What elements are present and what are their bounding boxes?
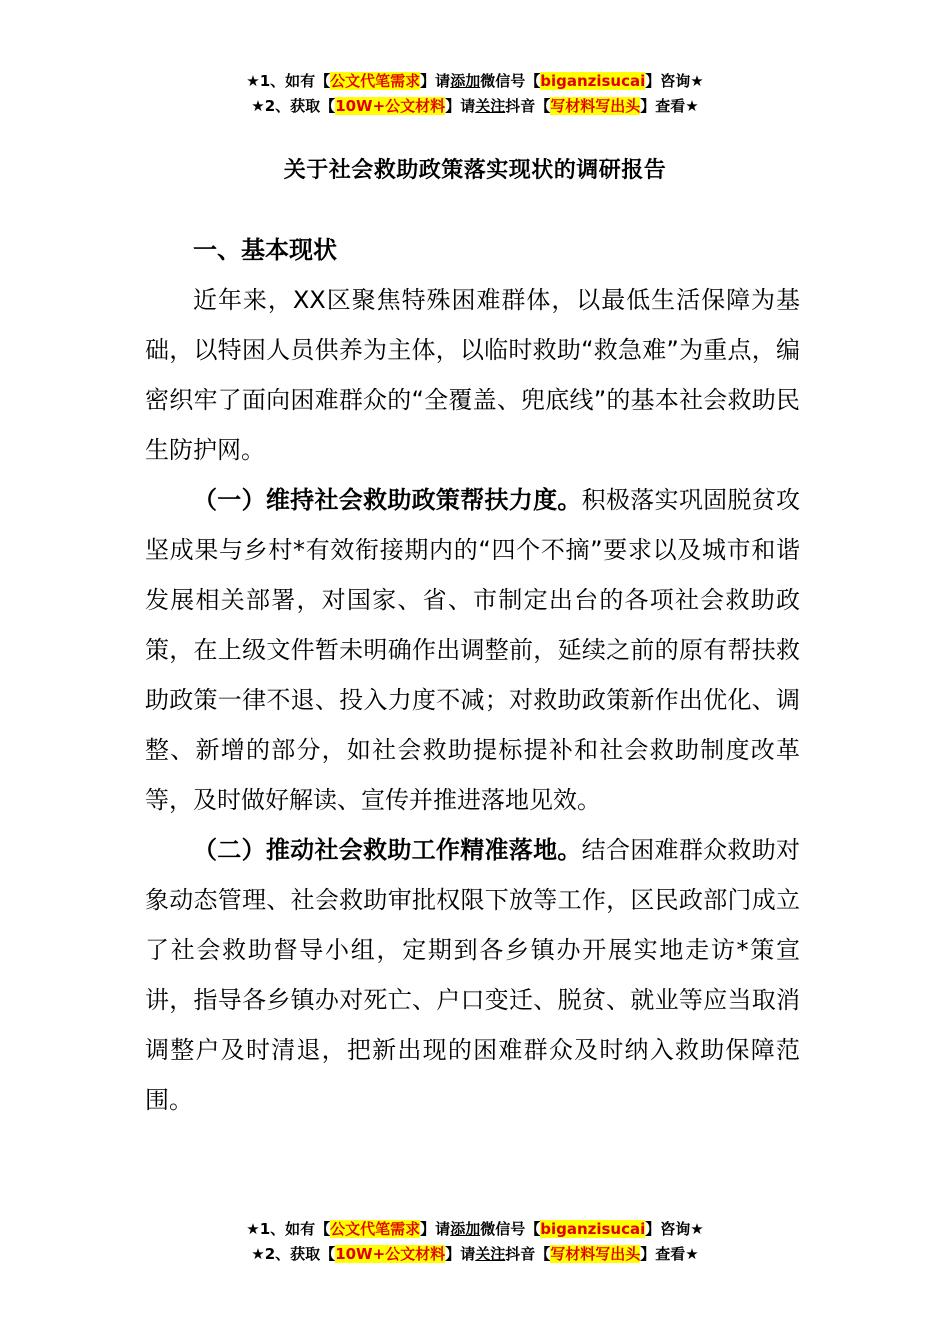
- ad-text: 】请: [445, 97, 476, 115]
- ad-highlight: 公文代笔需求: [330, 72, 421, 90]
- item-1-body: 积极落实巩固脱贫攻坚成果与乡村*有效衔接期内的“四个不摘”要求以及城市和谐发展相关部署，对国家、省、市制定出台的各项社会救助政策，在上级文件暂未明确作出调整前，延续之前的原有帮扶救助政策一律不退、投入力度不减；对救助政策新作出优化、调整、新增的部分，如社会救助提标提补和社会救助制度改革等，及时做好解读、宣传并推进落地见效。: [145, 486, 801, 814]
- ad-douyin-name: 写材料写出头: [550, 1245, 641, 1263]
- header-ad-line-1: [0, 70, 950, 92]
- intro-paragraph: 近年来，XX区聚焦特殊困难群体，以最低生活保障为基础，以特困人员供养为主体，以临时救助“救急难”为重点，编密织牢了面向困难群众的“全覆盖、兜底线”的基本社会救助民生防护网。: [145, 286, 800, 464]
- ad-text: ★1、如有【: [246, 1220, 331, 1238]
- item-2-paragraph: [145, 825, 800, 1125]
- header-ad-line-2: [0, 95, 950, 117]
- ad-wechat-id: biganzisucai: [540, 72, 646, 90]
- document-title: 关于社会救助政策落实现状的调研报告: [283, 158, 667, 183]
- ad-wechat-id: biganzisucai: [540, 1220, 646, 1238]
- ad-text: 】请: [420, 72, 451, 90]
- item-2-lead: （二）推动社会救助工作精准落地。: [193, 836, 582, 864]
- item-2-body: 结合困难群众救助对象动态管理、社会救助审批权限下放等工作，区民政部门成立了社会救助督导小组，定期到各乡镇办开展实地走访*策宣讲，指导各乡镇办对死亡、户口变迁、脱贫、就业等应当取消调整户及时清退，把新出现的困难群众及时纳入救助保障范围。: [145, 836, 801, 1114]
- ad-text: 】咨询★: [645, 1220, 704, 1238]
- ad-highlight: 公文代笔需求: [330, 1220, 421, 1238]
- item-1-paragraph: [145, 475, 800, 825]
- ad-text: 微信号【: [480, 72, 541, 90]
- ad-text: 抖音【: [505, 97, 551, 115]
- footer-ad-line-1: [0, 1218, 950, 1240]
- ad-text: 微信号【: [480, 1220, 541, 1238]
- item-1-lead: （一）维持社会救助政策帮扶力度。: [193, 486, 582, 514]
- ad-text: 】查看★: [640, 1245, 699, 1263]
- ad-underline: 关注: [475, 97, 506, 115]
- ad-text: 抖音【: [505, 1245, 551, 1263]
- ad-underline: 关注: [475, 1245, 506, 1263]
- ad-text: 】请: [445, 1245, 476, 1263]
- ad-text: ★2、获取【: [251, 97, 336, 115]
- footer-ad-line-2: [0, 1243, 950, 1265]
- ad-text: 】查看★: [640, 97, 699, 115]
- ad-text: 】请: [420, 1220, 451, 1238]
- ad-text: ★2、获取【: [251, 1245, 336, 1263]
- ad-highlight: 10W+公文材料: [335, 1245, 446, 1263]
- ad-text: ★1、如有【: [246, 72, 331, 90]
- ad-text: 】咨询★: [645, 72, 704, 90]
- ad-underline: 添加: [450, 1220, 481, 1238]
- ad-highlight: 10W+公文材料: [335, 97, 446, 115]
- ad-douyin-name: 写材料写出头: [550, 97, 641, 115]
- section-heading: 一、基本现状: [193, 236, 337, 264]
- document-body: [145, 225, 800, 1125]
- ad-underline: 添加: [450, 72, 481, 90]
